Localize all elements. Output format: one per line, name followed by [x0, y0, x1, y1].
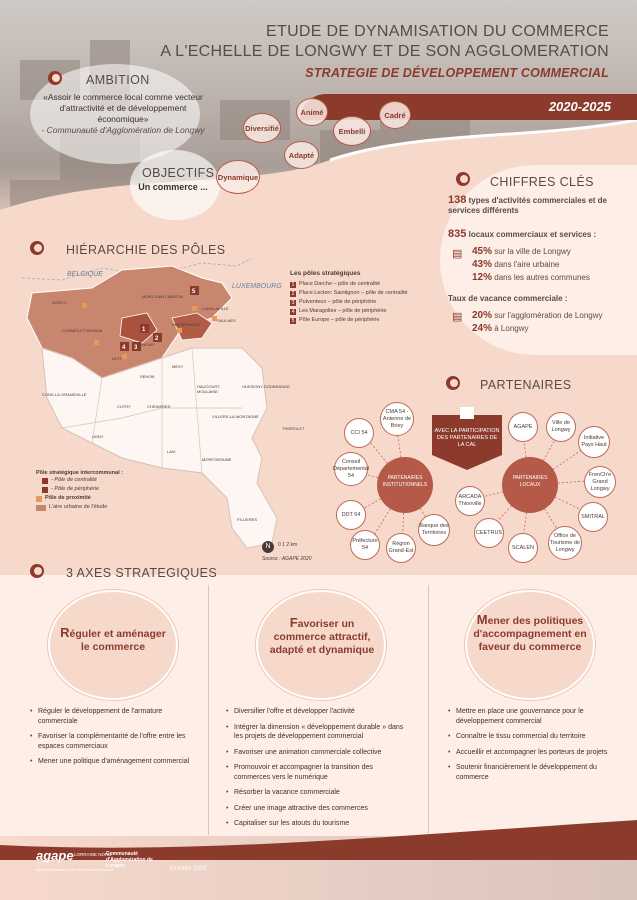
svg-text:FILLIERES: FILLIERES — [237, 517, 258, 522]
svg-text:LONGWY: LONGWY — [137, 342, 155, 347]
section-marker-icon — [456, 172, 470, 186]
quote-source: - Communauté d'Agglomération de Longwy — [41, 125, 205, 135]
quote-text: «Assoir le commerce local comme vecteur d'attractivité et de développement économique» — [43, 92, 203, 124]
agape-logo-sub: LORRAINE NORD — [74, 852, 112, 857]
loc-row: 12% dans les autres communes — [472, 272, 590, 283]
axis-bullet: • Favoriser la complémentarité de l'offre entre les espaces commerciaux — [30, 732, 195, 751]
axis-bullet: • Connaître le tissu commercial du territoire — [448, 732, 620, 742]
locaux-label: locaux commerciaux et services : — [468, 230, 597, 239]
partner-cma: CMA 54 - Antenne de Briey — [380, 402, 414, 436]
axes-title: 3 AXES STRATEGIQUES — [66, 566, 218, 580]
axis-bullet: • Résorber la vacance commerciale — [226, 788, 406, 798]
pole-legend-item: 2 Place Leclerc Saintignon – pôle de centralité — [291, 290, 408, 297]
shop-icon: ▤ — [452, 311, 463, 323]
chiffre-locaux — [448, 228, 596, 240]
axis-bullet: • Intégrer la dimension « développement durable » dans les projets de développement commercial — [226, 723, 406, 742]
footer-wave — [0, 800, 637, 860]
page-subtitle: STRATEGIE DE DÉVELOPPEMENT COMMERCIAL — [305, 66, 609, 80]
loc-row: 45% sur la ville de Longwy — [472, 246, 571, 257]
section-marker-icon — [30, 241, 44, 255]
svg-text:LONGLAVILLE: LONGLAVILLE — [202, 306, 229, 311]
axis-bullet: • Mettre en place une gouvernance pour le développement commercial — [448, 707, 620, 726]
poles-legend — [290, 270, 415, 325]
axis-bullet: • Favoriser une animation commerciale collective — [226, 748, 406, 758]
partners-locaux: PARTENAIRES LOCAUX — [512, 475, 548, 488]
svg-text:VILLERS-LA-MONTAGNE: VILLERS-LA-MONTAGNE — [212, 414, 259, 419]
partner-initiative: Initiative Pays Haut — [578, 426, 610, 458]
loc-row: 43% dans l'aire urbaine — [472, 259, 560, 270]
axis-bullet: • Capitaliser sur les atouts du tourisme — [226, 819, 406, 829]
svg-text:UGNY: UGNY — [92, 434, 104, 439]
partner-ceetrus: CEETRUS — [474, 518, 504, 548]
agape-logo: agape — [36, 848, 74, 863]
section-marker-icon — [30, 564, 44, 578]
axis-1-list — [30, 707, 195, 773]
vacance-label: Taux de vacance commerciale : — [448, 294, 568, 303]
svg-text:HERSERANGE: HERSERANGE — [172, 322, 201, 327]
partner-prefecture: Préfecture 54 — [350, 530, 380, 560]
svg-text:GORCY: GORCY — [52, 300, 67, 305]
page-title: ETUDE DE DYNAMISATION DU COMMERCE A L'ECHELLE DE LONGWY ET DE SON AGGLOMERATION — [160, 23, 609, 60]
axis-bullet: • Promouvoir et accompagner la transition des commerces vers le numérique — [226, 763, 406, 782]
divider — [208, 585, 209, 835]
vac-row: 24% à Longwy — [472, 323, 529, 334]
objectifs-title: OBJECTIFS — [142, 166, 215, 180]
axis-2-title: Favoriser un commerce attractif, adapté et dynamique — [269, 615, 375, 656]
pole-legend-item: 5 Pôle Europe – pôle de périphérie — [291, 317, 380, 324]
partner-cd54: Conseil Départemental 54 — [334, 452, 368, 486]
period-label: 2020-2025 — [548, 99, 611, 114]
objectif-bubble-dynamique: Dynamique — [216, 160, 260, 194]
axis-bullet: • Créer une image attractive des commerces — [226, 804, 406, 814]
axis-bullet: • Réguler le développement de l'armature commerciale — [30, 707, 195, 726]
legend-peripherie: - Pôle de périphérie — [36, 485, 186, 494]
partner-ville-longwy: Ville de Longwy — [546, 412, 576, 442]
partner-smitral: SMITRAL — [578, 502, 608, 532]
axis-bullet: • Soutenir financièrement le développement du commerce — [448, 763, 620, 782]
footer-date: Octobre 2020 — [170, 866, 207, 872]
divider — [428, 585, 429, 835]
objectif-bubble-adapte: Adapté — [284, 141, 319, 169]
north-arrow-icon: N — [262, 541, 274, 553]
partner-agape: AGAPE — [508, 412, 538, 442]
svg-text:MEXY: MEXY — [172, 364, 184, 369]
partner-banque: Banque des Territoires — [418, 514, 450, 546]
objectif-bubble-embelli: Embelli — [333, 116, 371, 146]
legend-centralite: - Pôle de centralité — [36, 476, 186, 485]
section-marker-icon — [446, 376, 460, 390]
shop-icon — [460, 407, 474, 419]
poles-map — [22, 258, 312, 563]
vac-row: 20% sur l'agglomération de Longwy — [472, 310, 603, 321]
legend-aire: L'aire urbaine de l'étude — [36, 503, 186, 512]
objectif-bubble-anime: Animé — [296, 98, 328, 126]
cal-logo: Communauté d'Agglomération de Longwy — [106, 851, 153, 869]
partners-institutionnels: PARTENAIRES INSTITUTIONNELS — [382, 475, 428, 488]
agape-tagline: agence d'urbanisme et de développement durable — [36, 868, 114, 872]
svg-text:CUTRY: CUTRY — [117, 404, 131, 409]
svg-text:5: 5 — [192, 289, 196, 295]
map-legend — [36, 470, 186, 512]
chiffres-title: CHIFFRES CLÉS — [490, 175, 594, 189]
map-legend-title: Pôle stratégique intercommunal : — [36, 470, 124, 476]
chiffre-types — [448, 195, 618, 216]
legend-proximite: Pôle de proximité — [36, 494, 186, 503]
ambition-quote — [38, 92, 208, 136]
partner-scalen: SCALEN — [508, 533, 538, 563]
svg-text:LEXY: LEXY — [112, 356, 123, 361]
shop-icon: ▤ — [452, 248, 463, 260]
partner-arcada: ARCADA Thionville — [455, 486, 485, 516]
objectif-bubble-diversifie: Diversifié — [243, 113, 281, 143]
objectif-bubble-cadre: Cadré — [379, 101, 411, 129]
poles-legend-title: Les pôles stratégiques — [290, 270, 361, 277]
axis-bullet: • Accueillir et accompagner les porteurs de projets — [448, 748, 620, 758]
types-number: 138 — [448, 194, 467, 206]
svg-text:BELGIQUE: BELGIQUE — [67, 271, 103, 278]
svg-text:SAULNES: SAULNES — [217, 318, 236, 323]
svg-text:CONS-LA-GRANDVILLE: CONS-LA-GRANDVILLE — [42, 392, 87, 397]
pole-legend-item: 4 Les Maragolles – pôle de périphérie — [291, 308, 387, 315]
svg-text:MOULAINE: MOULAINE — [197, 389, 218, 394]
pole-legend-item: 1 Place Darche – pôle de centralité — [291, 281, 381, 288]
section-marker-icon — [48, 71, 62, 85]
svg-text:LUXEMBOURG: LUXEMBOURG — [232, 283, 282, 290]
pole-legend-item: 3 Pulventeux – pôle de périphérie — [291, 299, 377, 306]
svg-text:LAIX: LAIX — [167, 449, 176, 454]
map-scale: 0 1 2 km — [278, 542, 298, 548]
locaux-number: 835 — [448, 228, 467, 240]
partenaires-title: PARTENAIRES — [480, 378, 572, 392]
axis-3-title: Mener des politiques d'accompagnement en faveur du commerce — [473, 612, 587, 653]
partner-office-tourisme: Office de Tourisme de Longwy — [548, 526, 582, 560]
svg-text:MONT-SAINT-MARTIN: MONT-SAINT-MARTIN — [142, 294, 184, 299]
partner-frenche: FrenCh'e Grand Longwy — [584, 466, 616, 498]
svg-text:CHENIERES: CHENIERES — [147, 404, 171, 409]
svg-text:REHON: REHON — [140, 374, 155, 379]
svg-text:4: 4 — [122, 345, 126, 351]
svg-text:THIEROLET: THIEROLET — [282, 426, 305, 431]
partners-center-label: AVEC LA PARTICIPATION DES PARTENAIRES DE LA CAL — [434, 428, 500, 448]
axis-3-list — [448, 707, 620, 788]
ambition-title: AMBITION — [86, 73, 150, 87]
svg-text:MORFONTAINE: MORFONTAINE — [202, 457, 232, 462]
svg-text:HUSSIGNY-GODBRANGE: HUSSIGNY-GODBRANGE — [242, 384, 290, 389]
hierarchie-title: HIÉRARCHIE DES PÔLES — [66, 243, 226, 257]
svg-text:3: 3 — [134, 345, 138, 351]
objectifs-text: Un commerce ... — [138, 182, 208, 192]
partner-ddt: DDT 54 — [336, 500, 366, 530]
svg-text:2: 2 — [155, 336, 159, 342]
axis-1-title: Réguler et aménager le commerce — [60, 625, 166, 653]
svg-text:COSNES-ET-ROMAIN: COSNES-ET-ROMAIN — [62, 328, 103, 333]
svg-text:1: 1 — [142, 327, 146, 333]
axis-bullet: • Diversifier l'offre et développer l'activité — [226, 707, 406, 717]
map-source: Source : AGAPE 2020 — [262, 556, 312, 562]
partner-region: Région Grand-Est — [386, 533, 416, 563]
partner-cci: CCI 54 — [344, 418, 374, 448]
types-label: types d'activités commerciales et de services différents — [448, 196, 608, 215]
svg-text:HAUCOURT-: HAUCOURT- — [197, 384, 221, 389]
axis-bullet: • Mener une politique d'aménagement commercial — [30, 757, 195, 767]
